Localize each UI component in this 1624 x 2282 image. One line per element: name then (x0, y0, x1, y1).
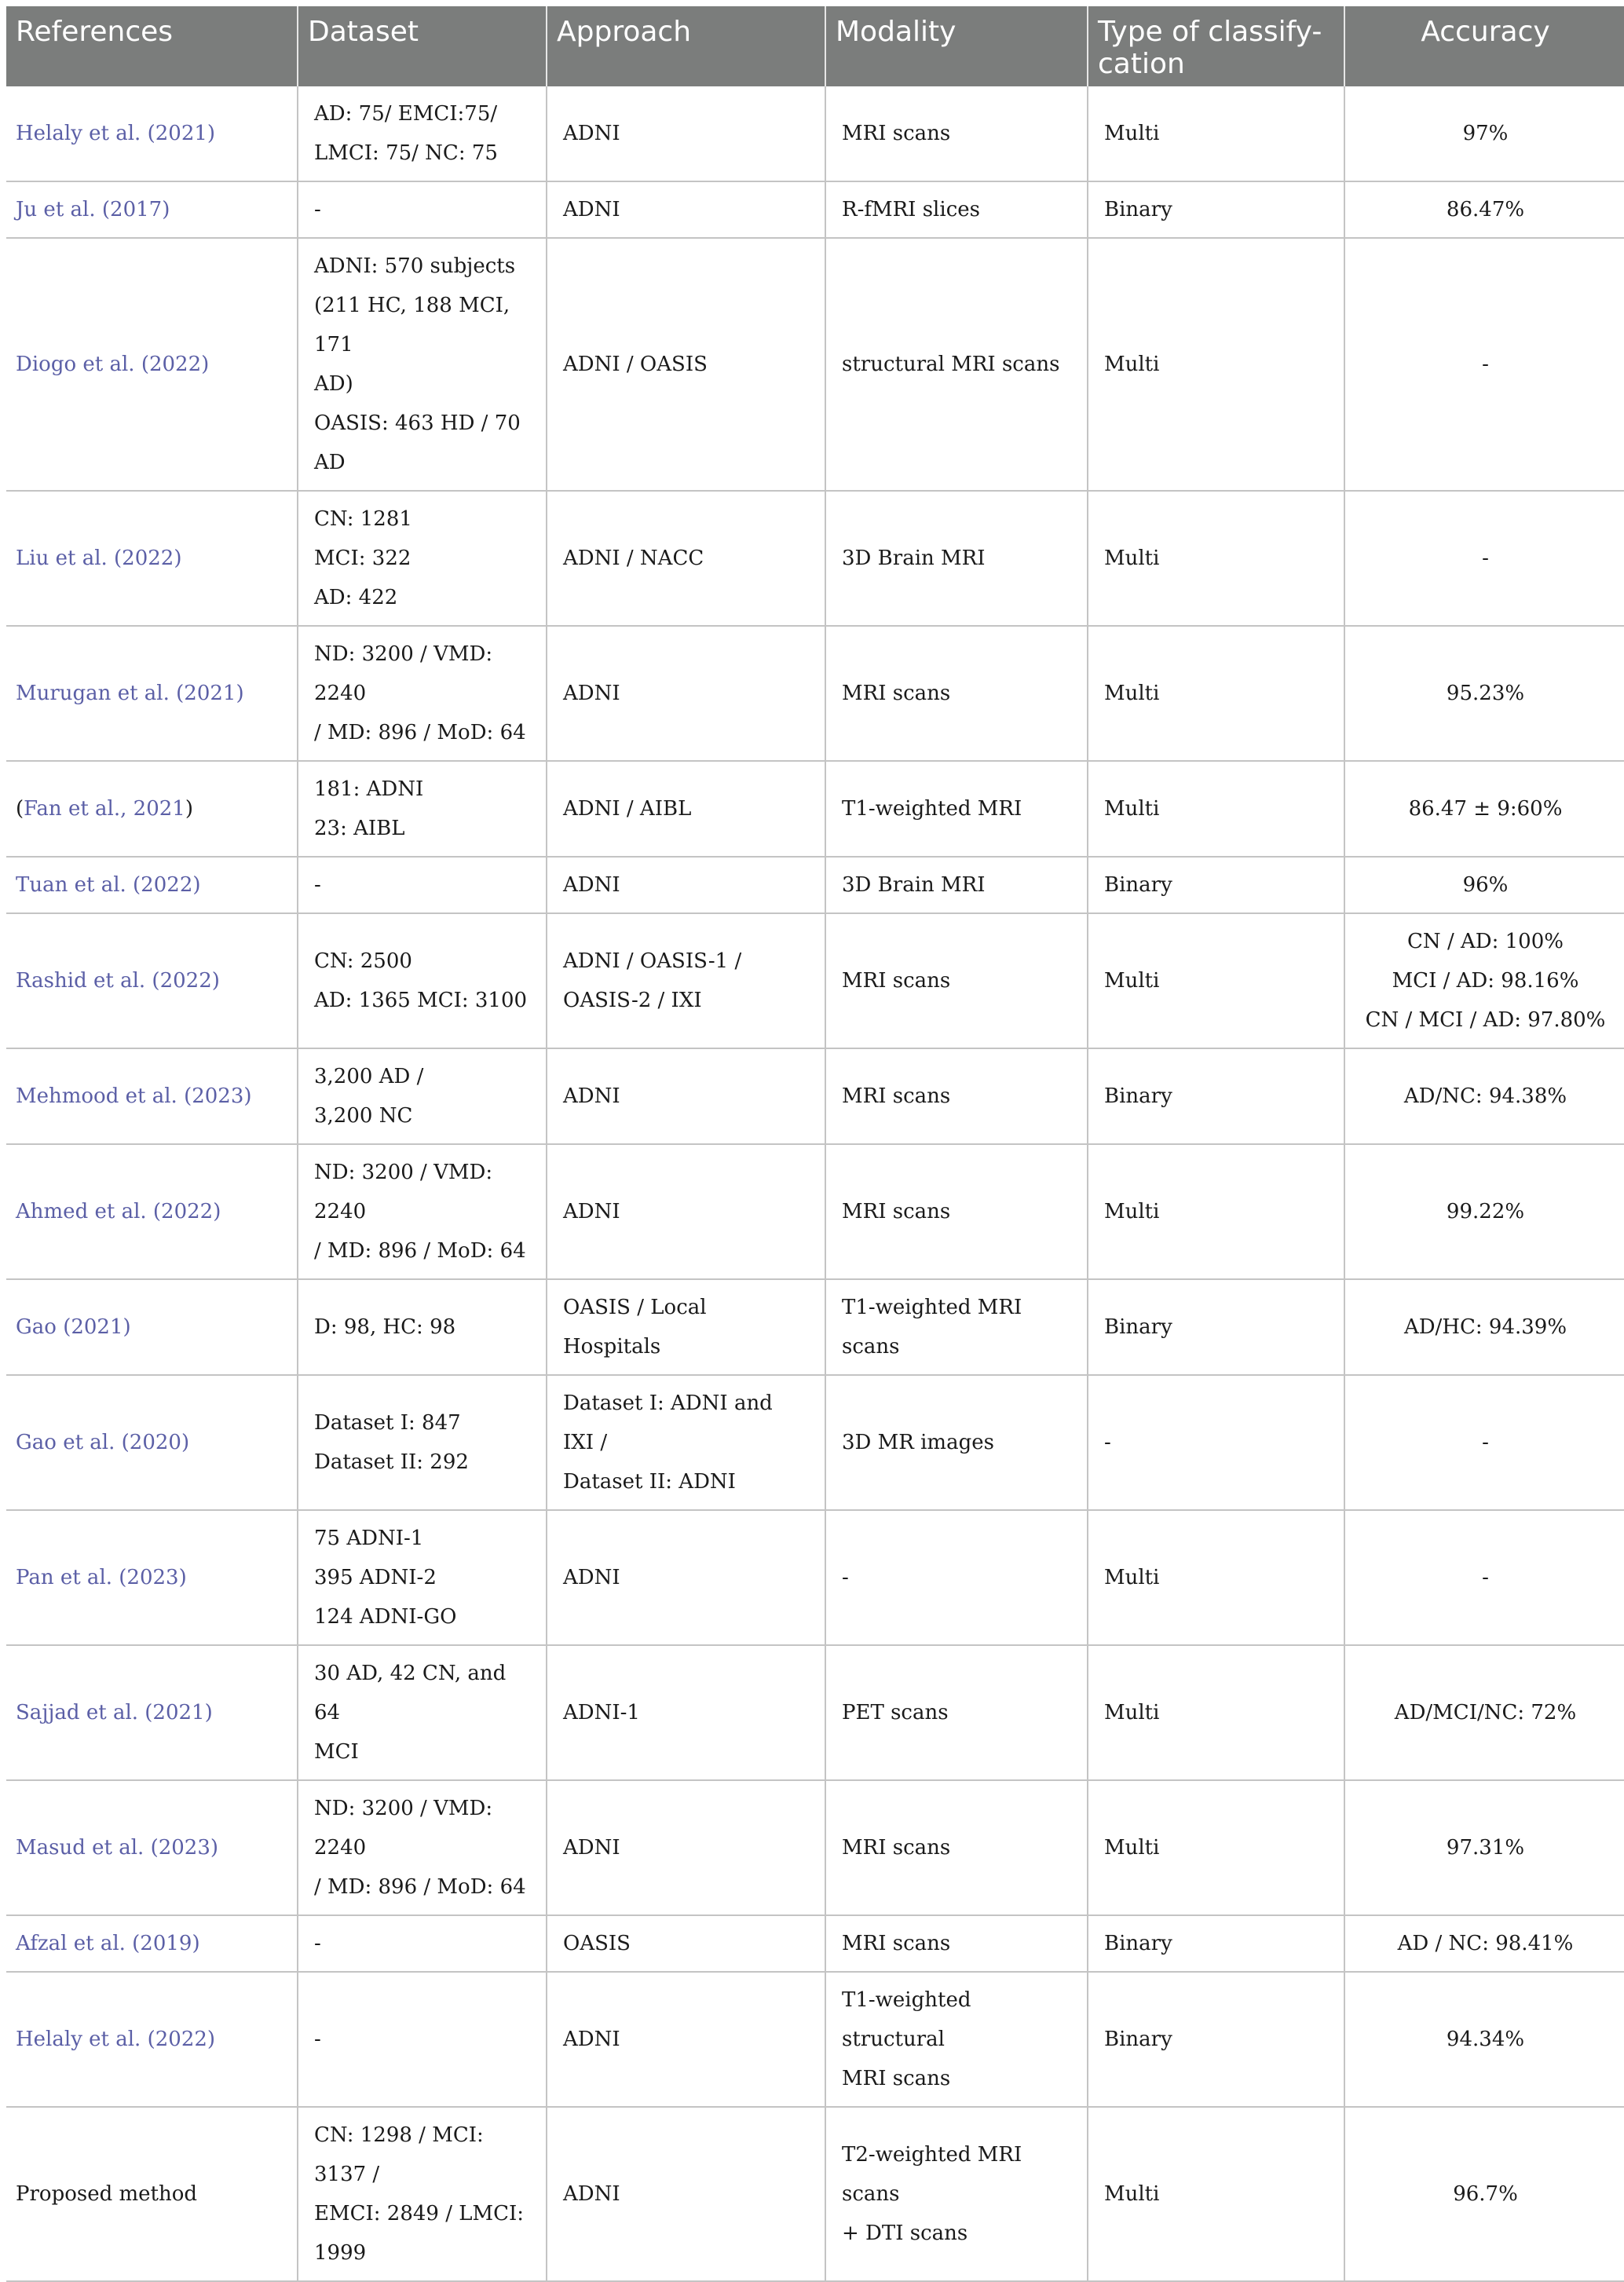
cell-dataset (298, 1048, 547, 1144)
cell-accuracy (1344, 86, 1624, 181)
cell-dataset (298, 1780, 547, 1915)
cell-dataset-line: AD: 1365 MCI: 3100 (314, 989, 528, 1012)
cell-classification-type: Binary (1088, 1972, 1344, 2107)
cell-approach (547, 913, 825, 1048)
cell-approach (547, 1375, 825, 1510)
cell-accuracy-line: 96% (1462, 873, 1509, 897)
table-row (6, 913, 1624, 1048)
cell-reference (6, 913, 298, 1048)
cell-dataset-line: CN: 1281 (314, 507, 412, 531)
cell-approach-line: ADNI (563, 1200, 620, 1223)
table-row (6, 86, 1624, 181)
cell-dataset-line: 3,200 AD / (314, 1065, 424, 1088)
cell-dataset-line: Dataset II: 292 (314, 1450, 469, 1474)
cell-classification-type: Multi (1088, 86, 1344, 181)
cell-modality-line: T2-weighted MRI scans (842, 2143, 1022, 2206)
reference-link[interactable]: Ju et al. (2017) (16, 198, 170, 221)
header-type-of-classification (1088, 6, 1344, 86)
cell-accuracy-line: - (1482, 547, 1489, 570)
reference-link[interactable]: Mehmood et al. (2023) (16, 1084, 252, 1108)
cell-dataset-line: AD: 422 (314, 586, 398, 609)
header-accuracy: Accuracy (1344, 6, 1624, 86)
cell-dataset (298, 761, 547, 857)
cell-accuracy (1344, 2107, 1624, 2281)
cell-approach (547, 1510, 825, 1645)
cell-modality-line: + DTI scans (842, 2222, 968, 2245)
cell-accuracy (1344, 1144, 1624, 1279)
cell-dataset-line: AD (314, 451, 346, 474)
table-row (6, 1915, 1624, 1972)
cell-modality-line: 3D Brain MRI (842, 547, 986, 570)
reference-link[interactable]: Diogo et al. (2022) (16, 353, 210, 376)
cell-modality-line: 3D Brain MRI (842, 873, 986, 897)
cell-approach-line: ADNI (563, 2028, 620, 2051)
cell-dataset-line: ND: 3200 / VMD: 2240 (314, 1797, 493, 1860)
cell-classification-type: Multi (1088, 913, 1344, 1048)
cell-reference (6, 1510, 298, 1645)
cell-approach (547, 1279, 825, 1375)
cell-modality (825, 181, 1088, 238)
reference-prefix: ( (16, 797, 24, 821)
cell-modality (825, 1279, 1088, 1375)
cell-modality (825, 86, 1088, 181)
cell-dataset (298, 86, 547, 181)
table-row (6, 857, 1624, 913)
cell-dataset (298, 1144, 547, 1279)
cell-dataset (298, 857, 547, 913)
reference-link[interactable]: Pan et al. (2023) (16, 1566, 187, 1589)
reference-link[interactable]: Ahmed et al. (2022) (16, 1200, 221, 1223)
cell-approach-line: Dataset II: ADNI (563, 1470, 736, 1494)
cell-dataset-line: ND: 3200 / VMD: 2240 (314, 642, 493, 705)
cell-dataset (298, 913, 547, 1048)
cell-modality-line: MRI scans (842, 2067, 951, 2090)
cell-approach-line: ADNI (563, 2182, 620, 2206)
cell-reference (6, 86, 298, 181)
cell-modality (825, 857, 1088, 913)
cell-dataset-line: AD: 75/ EMCI:75/ (314, 102, 498, 126)
cell-accuracy (1344, 761, 1624, 857)
header-dataset: Dataset (298, 6, 547, 86)
reference-link[interactable]: Tuan et al. (2022) (16, 873, 201, 897)
cell-dataset-line: - (314, 198, 321, 221)
cell-classification-type: - (1088, 1375, 1344, 1510)
cell-modality (825, 761, 1088, 857)
cell-dataset-line: D: 98, HC: 98 (314, 1315, 456, 1339)
cell-approach (547, 761, 825, 857)
cell-reference (6, 857, 298, 913)
cell-modality (825, 1375, 1088, 1510)
cell-dataset-line: 3,200 NC (314, 1104, 413, 1128)
cell-dataset-line: CN: 1298 / MCI: 3137 / (314, 2123, 484, 2186)
reference-link[interactable]: Sajjad et al. (2021) (16, 1701, 213, 1724)
cell-modality (825, 1144, 1088, 1279)
reference-link[interactable]: Helaly et al. (2021) (16, 122, 216, 145)
cell-accuracy (1344, 1645, 1624, 1780)
cell-approach-line: OASIS (563, 1932, 631, 1955)
cell-accuracy (1344, 1375, 1624, 1510)
cell-accuracy (1344, 1048, 1624, 1144)
cell-dataset-line: 395 ADNI-2 (314, 1566, 437, 1589)
cell-approach-line: ADNI (563, 1836, 620, 1860)
cell-modality-line: MRI scans (842, 1836, 951, 1860)
cell-classification-type: Multi (1088, 1780, 1344, 1915)
comparison-table (6, 6, 1624, 2282)
cell-modality (825, 1048, 1088, 1144)
cell-classification-type: Multi (1088, 1144, 1344, 1279)
reference-suffix: ) (185, 797, 193, 821)
cell-modality-line: MRI scans (842, 122, 951, 145)
cell-reference (6, 761, 298, 857)
cell-dataset-line: / MD: 896 / MoD: 64 (314, 721, 526, 744)
cell-classification-type: Binary (1088, 857, 1344, 913)
cell-approach (547, 1645, 825, 1780)
cell-accuracy (1344, 913, 1624, 1048)
cell-dataset-line: Dataset I: 847 (314, 1411, 461, 1435)
cell-dataset-line: ADNI: 570 subjects (314, 254, 516, 278)
cell-approach-line: ADNI / NACC (563, 547, 704, 570)
cell-classification-type: Multi (1088, 1645, 1344, 1780)
table-header (6, 6, 1624, 86)
cell-approach-line: ADNI-1 (563, 1701, 640, 1724)
cell-accuracy-line: 96.7% (1453, 2182, 1518, 2206)
cell-dataset-line: 30 AD, 42 CN, and 64 (314, 1662, 507, 1724)
cell-approach (547, 1048, 825, 1144)
cell-approach-line: OASIS-2 / IXI (563, 989, 702, 1012)
cell-modality-line: T1-weighted MRI scans (842, 1296, 1022, 1359)
header-type-line-2: cation (1098, 48, 1185, 80)
cell-dataset-line: LMCI: 75/ NC: 75 (314, 141, 498, 165)
reference-link[interactable]: Rashid et al. (2022) (16, 969, 220, 993)
table-row (6, 491, 1624, 626)
reference-link[interactable]: Gao et al. (2020) (16, 1431, 190, 1454)
cell-dataset (298, 1915, 547, 1972)
cell-approach-line: ADNI (563, 122, 620, 145)
table-row (6, 2107, 1624, 2281)
header-modality: Modality (825, 6, 1088, 86)
comparison-table-container (6, 6, 1624, 2282)
cell-modality (825, 491, 1088, 626)
table-row (6, 761, 1624, 857)
table-row (6, 1780, 1624, 1915)
cell-classification-type: Multi (1088, 491, 1344, 626)
cell-approach (547, 1915, 825, 1972)
cell-modality-line: structural MRI scans (842, 353, 1060, 376)
cell-accuracy (1344, 857, 1624, 913)
cell-dataset-line: 23: AIBL (314, 817, 405, 840)
cell-dataset-line: EMCI: 2849 / LMCI: (314, 2202, 525, 2225)
cell-accuracy-line: AD/HC: 94.39% (1403, 1315, 1567, 1339)
cell-modality-line: MRI scans (842, 1200, 951, 1223)
cell-approach (547, 86, 825, 181)
cell-accuracy (1344, 1780, 1624, 1915)
reference-link[interactable]: Fan et al., 2021 (24, 797, 185, 821)
table-row (6, 1279, 1624, 1375)
table-row (6, 1048, 1624, 1144)
cell-accuracy (1344, 1279, 1624, 1375)
cell-accuracy-line: - (1482, 353, 1489, 376)
cell-approach (547, 238, 825, 491)
cell-dataset (298, 491, 547, 626)
cell-accuracy (1344, 181, 1624, 238)
table-row (6, 181, 1624, 238)
cell-modality (825, 913, 1088, 1048)
cell-reference (6, 1375, 298, 1510)
cell-dataset-line: 124 ADNI-GO (314, 1605, 457, 1629)
cell-dataset-line: / MD: 896 / MoD: 64 (314, 1875, 526, 1899)
cell-classification-type: Binary (1088, 1279, 1344, 1375)
cell-accuracy-line: 97% (1462, 122, 1509, 145)
cell-modality (825, 626, 1088, 761)
cell-approach (547, 1780, 825, 1915)
cell-modality-line: PET scans (842, 1701, 949, 1724)
cell-accuracy (1344, 1915, 1624, 1972)
cell-reference (6, 1915, 298, 1972)
cell-classification-type: Multi (1088, 2107, 1344, 2281)
cell-approach (547, 491, 825, 626)
cell-modality (825, 1972, 1088, 2107)
cell-dataset-line: / MD: 896 / MoD: 64 (314, 1239, 526, 1263)
cell-dataset-line: - (314, 2028, 321, 2051)
cell-reference (6, 1645, 298, 1780)
cell-modality-line: R-fMRI slices (842, 198, 980, 221)
table-row (6, 1375, 1624, 1510)
table-row (6, 1144, 1624, 1279)
cell-classification-type: Multi (1088, 1510, 1344, 1645)
cell-accuracy-line: CN / AD: 100% (1407, 930, 1564, 953)
cell-reference (6, 491, 298, 626)
header-approach: Approach (547, 6, 825, 86)
cell-approach (547, 626, 825, 761)
cell-reference (6, 626, 298, 761)
cell-classification-type: Binary (1088, 181, 1344, 238)
cell-accuracy-line: AD / NC: 98.41% (1397, 1932, 1574, 1955)
reference-link[interactable]: Helaly et al. (2022) (16, 2028, 216, 2051)
cell-approach-line: OASIS / Local Hospitals (563, 1296, 707, 1359)
cell-modality (825, 1645, 1088, 1780)
cell-dataset (298, 238, 547, 491)
table-body (6, 86, 1624, 2281)
reference-text: Proposed method (16, 2182, 198, 2206)
table-row (6, 626, 1624, 761)
cell-accuracy-line: MCI / AD: 98.16% (1392, 969, 1579, 993)
cell-approach (547, 2107, 825, 2281)
cell-dataset-line: - (314, 1932, 321, 1955)
cell-approach (547, 1972, 825, 2107)
cell-dataset (298, 1279, 547, 1375)
cell-dataset-line: MCI: 322 (314, 547, 411, 570)
cell-classification-type: Binary (1088, 1048, 1344, 1144)
cell-approach (547, 1144, 825, 1279)
cell-modality (825, 1780, 1088, 1915)
cell-approach-line: ADNI / OASIS (563, 353, 708, 376)
cell-accuracy-line: 99.22% (1446, 1200, 1525, 1223)
cell-approach (547, 181, 825, 238)
cell-dataset (298, 1972, 547, 2107)
cell-dataset-line: 75 ADNI-1 (314, 1527, 424, 1550)
cell-approach-line: ADNI (563, 1084, 620, 1108)
cell-accuracy-line: AD/NC: 94.38% (1403, 1084, 1567, 1108)
cell-dataset (298, 626, 547, 761)
table-row (6, 1510, 1624, 1645)
cell-approach-line: ADNI / OASIS-1 / (563, 949, 742, 973)
cell-dataset (298, 1510, 547, 1645)
cell-classification-type: Multi (1088, 626, 1344, 761)
reference-link[interactable]: Masud et al. (2023) (16, 1836, 219, 1860)
cell-classification-type: Multi (1088, 761, 1344, 857)
cell-modality (825, 1915, 1088, 1972)
cell-modality-line: T1-weighted MRI (842, 797, 1022, 821)
cell-approach-line: ADNI / AIBL (563, 797, 692, 821)
table-row (6, 238, 1624, 491)
reference-link[interactable]: Afzal et al. (2019) (16, 1932, 200, 1955)
cell-dataset-line: ND: 3200 / VMD: 2240 (314, 1161, 493, 1223)
cell-reference (6, 238, 298, 491)
cell-approach-line: Dataset I: ADNI and IXI / (563, 1392, 773, 1454)
cell-reference (6, 181, 298, 238)
reference-link[interactable]: Murugan et al. (2021) (16, 682, 244, 705)
cell-modality-line: - (842, 1566, 849, 1589)
cell-dataset-line: AD) (314, 372, 353, 396)
cell-accuracy-line: AD/MCI/NC: 72% (1394, 1701, 1577, 1724)
cell-reference (6, 1780, 298, 1915)
table-row (6, 1645, 1624, 1780)
header-type-line-1: Type of classify- (1098, 16, 1322, 48)
cell-accuracy-line: 94.34% (1446, 2028, 1525, 2051)
cell-approach (547, 857, 825, 913)
cell-reference (6, 2107, 298, 2281)
cell-approach-line: ADNI (563, 198, 620, 221)
cell-reference (6, 1972, 298, 2107)
reference-link[interactable]: Liu et al. (2022) (16, 547, 182, 570)
cell-reference (6, 1048, 298, 1144)
cell-approach-line: ADNI (563, 682, 620, 705)
cell-accuracy-line: - (1482, 1431, 1489, 1454)
cell-accuracy-line: 97.31% (1446, 1836, 1525, 1860)
cell-dataset-line: MCI (314, 1740, 359, 1764)
cell-accuracy (1344, 238, 1624, 491)
cell-modality-line: MRI scans (842, 1084, 951, 1108)
cell-dataset (298, 1375, 547, 1510)
cell-modality (825, 238, 1088, 491)
cell-dataset-line: CN: 2500 (314, 949, 412, 973)
cell-dataset-line: (211 HC, 188 MCI, 171 (314, 294, 510, 357)
cell-reference (6, 1279, 298, 1375)
cell-dataset (298, 1645, 547, 1780)
cell-approach-line: ADNI (563, 873, 620, 897)
cell-dataset (298, 181, 547, 238)
cell-dataset-line: - (314, 873, 321, 897)
cell-dataset (298, 2107, 547, 2281)
cell-accuracy (1344, 491, 1624, 626)
cell-modality (825, 1510, 1088, 1645)
cell-dataset-line: OASIS: 463 HD / 70 (314, 411, 521, 435)
reference-link[interactable]: Gao (2021) (16, 1315, 131, 1339)
cell-accuracy (1344, 1972, 1624, 2107)
cell-accuracy (1344, 626, 1624, 761)
cell-modality-line: MRI scans (842, 969, 951, 993)
cell-accuracy-line: CN / MCI / AD: 97.80% (1365, 1008, 1606, 1032)
cell-reference (6, 1144, 298, 1279)
cell-accuracy-line: 86.47% (1446, 198, 1525, 221)
cell-modality-line: MRI scans (842, 682, 951, 705)
cell-modality-line: MRI scans (842, 1932, 951, 1955)
header-row (6, 6, 1624, 86)
cell-classification-type: Binary (1088, 1915, 1344, 1972)
cell-accuracy (1344, 1510, 1624, 1645)
cell-accuracy-line: - (1482, 1566, 1489, 1589)
cell-modality (825, 2107, 1088, 2281)
cell-accuracy-line: 95.23% (1446, 682, 1525, 705)
cell-classification-type: Multi (1088, 238, 1344, 491)
cell-modality-line: 3D MR images (842, 1431, 994, 1454)
header-references: References (6, 6, 298, 86)
cell-accuracy-line: 86.47 ± 9:60% (1408, 797, 1563, 821)
table-row (6, 1972, 1624, 2107)
cell-approach-line: ADNI (563, 1566, 620, 1589)
cell-dataset-line: 181: ADNI (314, 777, 424, 801)
cell-modality-line: T1-weighted structural (842, 1988, 971, 2051)
cell-dataset-line: 1999 (314, 2241, 367, 2265)
